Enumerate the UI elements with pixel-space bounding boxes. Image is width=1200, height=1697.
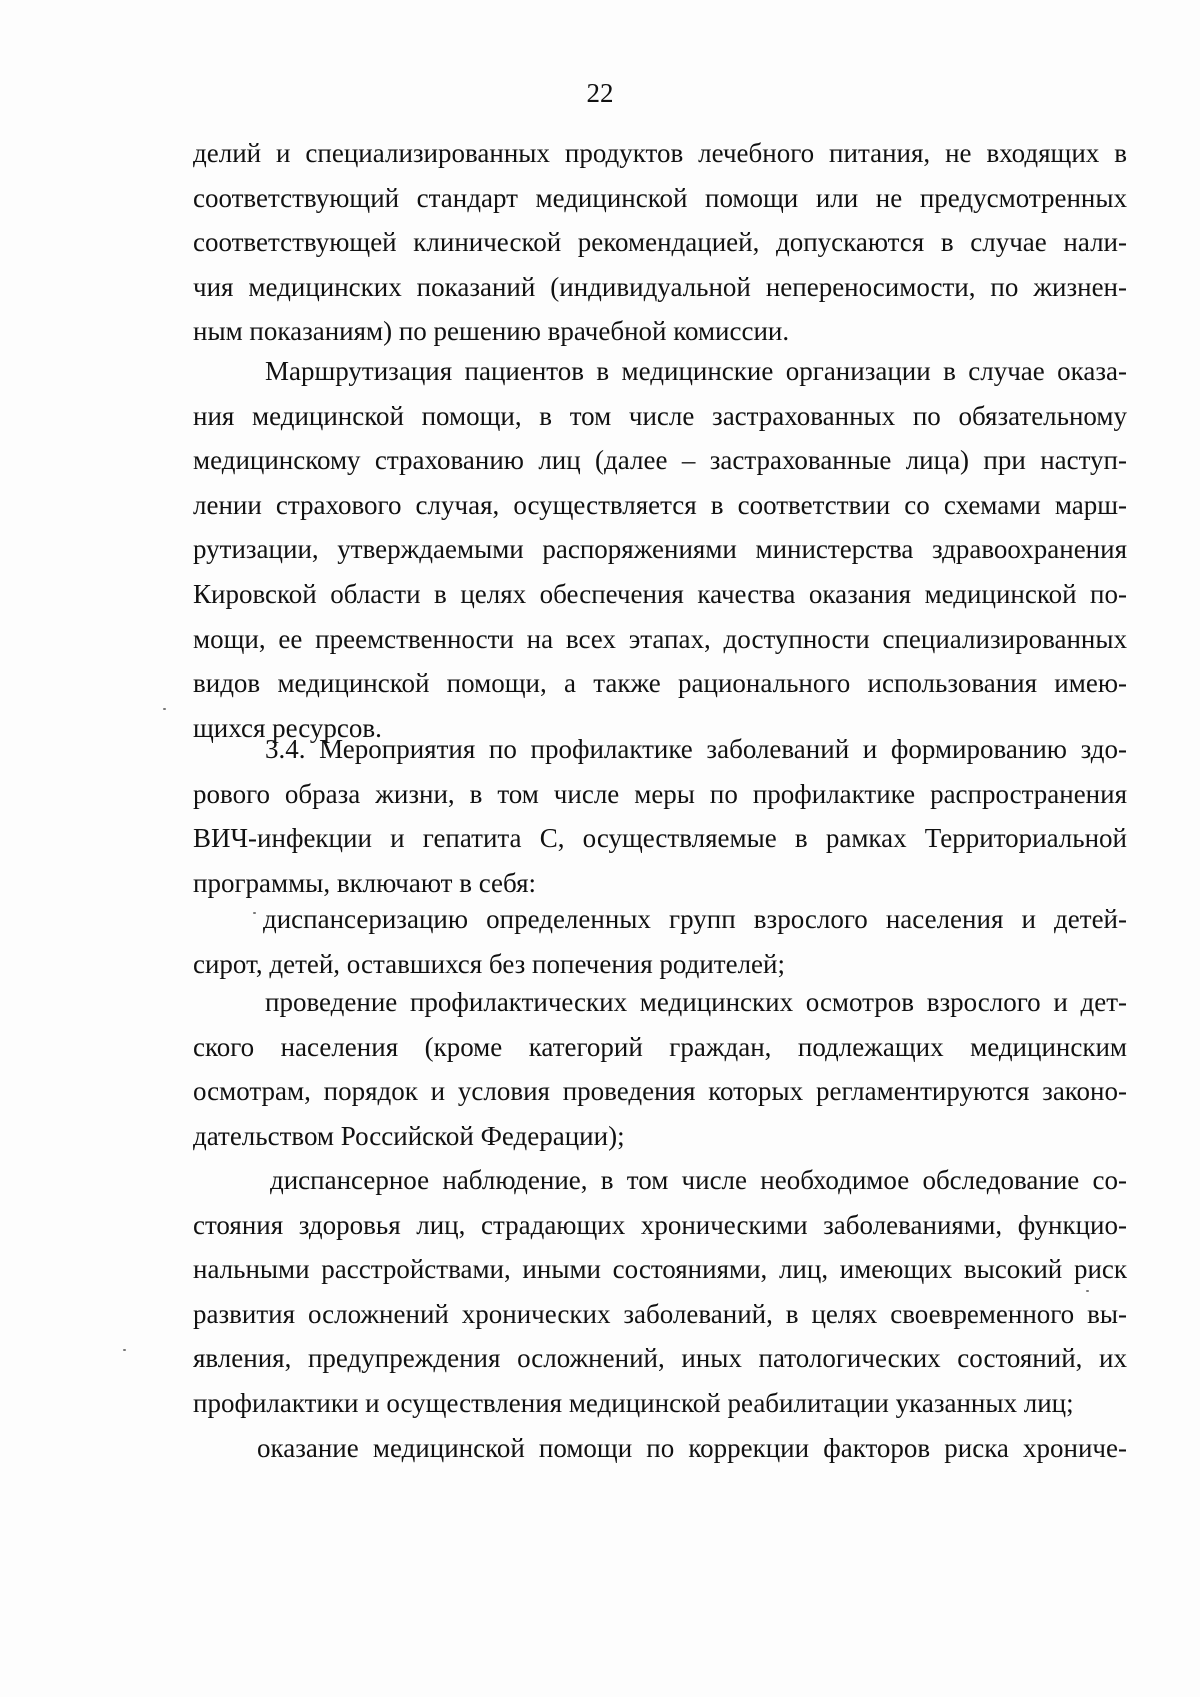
text-line: рутизации, утверждаемыми распоряжениями министерства здравоохранения: [193, 534, 1127, 565]
text-line: соответствующий стандарт медицинской помощи или не предусмотренных: [193, 182, 1127, 213]
paragraph-dispensary-observation: [193, 1158, 1127, 1426]
text-line: дательством Российской Федерации);: [193, 1120, 625, 1151]
text-line: стояния здоровья лиц, страдающих хроническими заболеваниями, функцио-: [193, 1209, 1127, 1240]
text-line: развития осложнений хронических заболеваний, в целях своевременного вы-: [193, 1298, 1127, 1329]
scan-speck: [163, 708, 166, 710]
text-line: щихся ресурсов.: [193, 712, 382, 743]
text-line: делий и специализированных продуктов лечебного питания, не входящих в: [193, 138, 1127, 168]
text-line: ВИЧ-инфекции и гепатита С, осуществляемые в рамках Территориальной: [193, 823, 1127, 854]
scan-speck: [1086, 1290, 1089, 1292]
paragraph-continuation: [193, 131, 1127, 354]
text-line: ным показаниям) по решению врачебной комиссии.: [193, 316, 790, 347]
text-line: явления, предупреждения осложнений, иных патологических состояний, их: [193, 1343, 1127, 1374]
text-line: 3.4. Мероприятия по профилактике заболеваний и формированию здо-: [265, 734, 1127, 764]
page-number: 22: [586, 78, 614, 108]
text-line: диспансеризацию определенных групп взрослого населения и детей-: [263, 904, 1127, 934]
scan-speck: [123, 1349, 126, 1351]
text-line: проведение профилактических медицинских осмотров взрослого и дет-: [265, 987, 1127, 1017]
scan-speck: [253, 912, 256, 914]
text-line: профилактики и осуществления медицинской реабилитации указанных лиц;: [193, 1387, 1074, 1418]
paragraph-section-3-4: [193, 727, 1127, 905]
text-line: ния медицинской помощи, в том числе застрахованных по обязательному: [193, 400, 1127, 431]
paragraph-routing: [193, 349, 1127, 750]
text-line: рового образа жизни, в том числе меры по профилактике распространения: [193, 778, 1127, 809]
text-line: Маршрутизация пациентов в медицинские организации в случае оказа-: [265, 356, 1127, 386]
paragraph-risk-correction: [193, 1426, 1127, 1471]
text-line: оказание медицинской помощи по коррекции факторов риска хрониче-: [257, 1433, 1127, 1463]
paragraph-dispanserization: [193, 897, 1127, 986]
text-line: диспансерное наблюдение, в том числе необходимое обследование со-: [270, 1165, 1127, 1195]
text-line: соответствующей клинической рекомендацией, допускаются в случае нали-: [193, 227, 1127, 258]
text-line: осмотрам, порядок и условия проведения которых регламентируются законо-: [193, 1076, 1127, 1107]
text-line: сирот, детей, оставшихся без попечения родителей;: [193, 948, 785, 979]
text-line: лении страхового случая, осуществляется в соответствии со схемами марш-: [193, 489, 1127, 520]
text-line: ского населения (кроме категорий граждан, подлежащих медицинским: [193, 1031, 1127, 1062]
text-line: видов медицинской помощи, а также рационального использования имею-: [193, 668, 1127, 699]
text-line: чия медицинских показаний (индивидуальной непереносимости, по жизнен-: [193, 271, 1127, 302]
text-line: мощи, ее преемственности на всех этапах, доступности специализированных: [193, 623, 1127, 654]
text-line: медицинскому страхованию лиц (далее – застрахованные лица) при наступ-: [193, 445, 1127, 476]
text-line: Кировской области в целях обеспечения качества оказания медицинской по-: [193, 578, 1127, 609]
text-line: программы, включают в себя:: [193, 867, 537, 898]
text-line: нальными расстройствами, иными состояниями, лиц, имеющих высокий риск: [193, 1254, 1127, 1285]
paragraph-preventive-exams: [193, 980, 1127, 1158]
